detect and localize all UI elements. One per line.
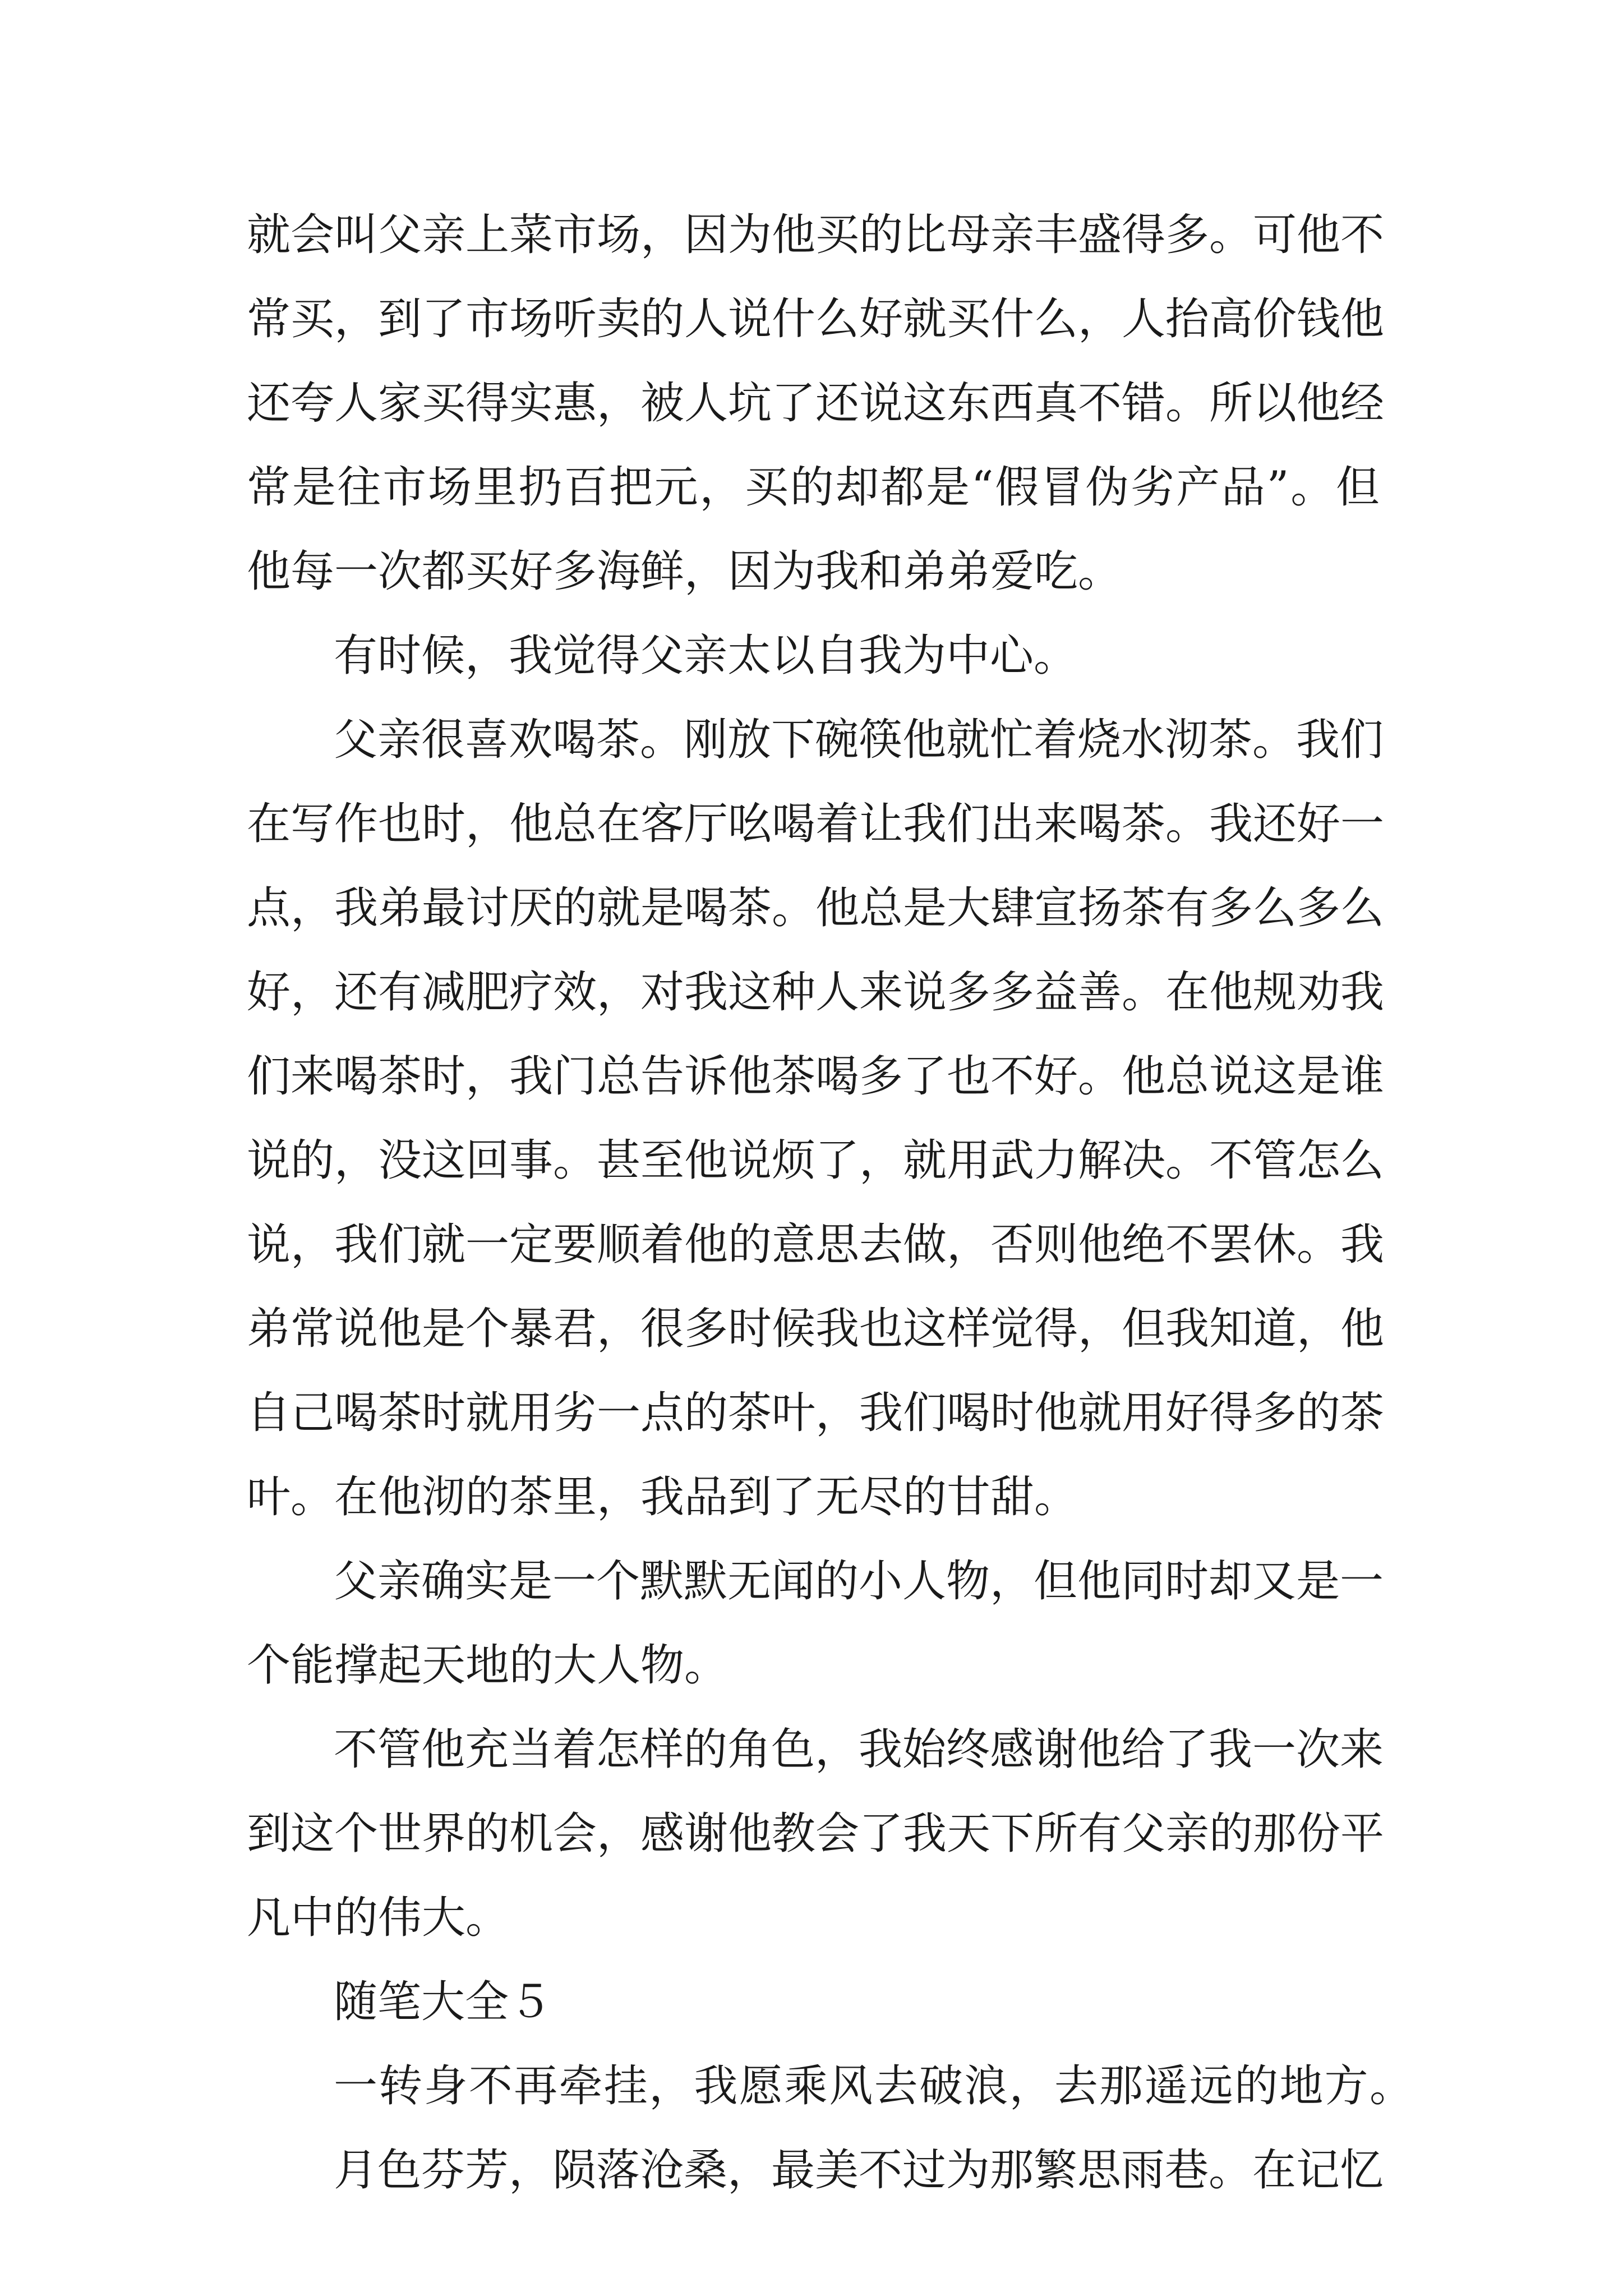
text-line: 就会叫父亲上菜市场，因为他买的比母亲丰盛得多。可他不	[247, 210, 1385, 260]
text-line: 个能撑起天地的大人物。	[247, 1640, 728, 1691]
text-line: 说，我们就一定要顺着他的意思去做，否则他绝不罢休。我	[247, 1220, 1385, 1270]
text-line: 月色芬芳，陨落沧桑，最美不过为那繁思雨巷。在记忆	[334, 2145, 1384, 2196]
text-line: 还夸人家买得实惠，被人坑了还说这东西真不错。所以他经	[247, 378, 1385, 429]
text-line: 常买，到了市场听卖的人说什么好就买什么，人抬高价钱他	[247, 294, 1385, 344]
text-line: 们来喝茶时，我门总告诉他茶喝多了也不好。他总说这是谁	[247, 1051, 1385, 1102]
text-line: 好，还有减肥疗效，对我这种人来说多多益善。在他规劝我	[247, 967, 1385, 1018]
text-line: 不管他充当着怎样的角色，我始终感谢他给了我一次来	[334, 1724, 1384, 1775]
text-line: 自己喝茶时就用劣一点的茶叶，我们喝时他就用好得多的茶	[247, 1388, 1385, 1438]
text-line: 有时候，我觉得父亲太以自我为中心。	[334, 631, 1078, 681]
text-line: 在写作也时，他总在客厅吆喝着让我们出来喝茶。我还好一	[247, 799, 1385, 849]
text-line: 弟常说他是个暴君，很多时候我也这样觉得，但我知道，他	[247, 1304, 1385, 1354]
text-line: 父亲很喜欢喝茶。刚放下碗筷他就忙着烧水沏茶。我们	[334, 715, 1384, 765]
text-line: 一转身不再牵挂，我愿乘风去破浪，去那遥远的地方。	[334, 2061, 1413, 2111]
text-line: 常是往市场里扔百把元，买的却都是“假冒伪劣产品”。但	[247, 462, 1380, 513]
text-line: 说的，没这回事。甚至他说烦了，就用武力解决。不管怎么	[247, 1135, 1385, 1186]
text-line: 叶。在他沏的茶里，我品到了无尽的甘甜。	[247, 1472, 1078, 1522]
text-line: 他每一次都买好多海鲜，因为我和弟弟爱吃。	[247, 546, 1122, 597]
text-line: 父亲确实是一个默默无闻的小人物，但他同时却又是一	[334, 1556, 1384, 1607]
text-line: 点，我弟最讨厌的就是喝茶。他总是大肆宣扬茶有多么多么	[247, 883, 1385, 933]
text-line: 凡中的伟大。	[247, 1893, 510, 1943]
section-heading: 随笔大全５	[334, 1977, 553, 2027]
text-line: 到这个世界的机会，感谢他教会了我天下所有父亲的那份平	[247, 1809, 1385, 1859]
